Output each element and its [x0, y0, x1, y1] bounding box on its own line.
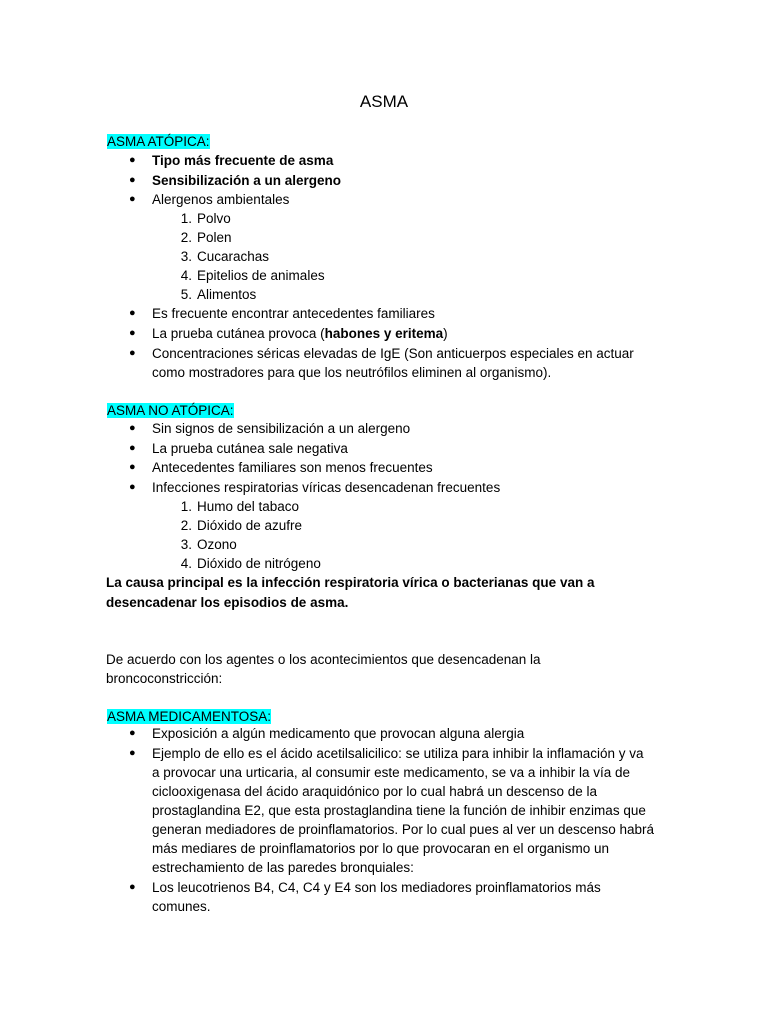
list-number: 1. [180, 211, 192, 226]
bullet-icon: ● [129, 154, 136, 166]
sub-list-item: Dióxido de nitrógeno [197, 556, 321, 571]
list-number: 4. [180, 268, 192, 283]
list-item-continuation: generan mediadores de proinflamatorios. Por lo cual pues al ver un descenso habrá [152, 822, 655, 837]
list-item: Infecciones respiratorias víricas desencadenan frecuentes [152, 480, 501, 495]
list-item-continuation: comunes. [152, 899, 211, 914]
bullet-icon: ● [129, 174, 136, 186]
list-item: Ejemplo de ello es el ácido acetilsalicilico: se utiliza para inhibir la inflamación y va [152, 746, 644, 761]
cause-paragraph-continuation: desencadenar los episodios de asma. [106, 595, 349, 610]
section-heading-no-atopica: ASMA NO ATÓPICA: [107, 403, 234, 418]
list-item-continuation: a provocar una urticaria, al consumir este medicamento, se va a inhibir la vía de [152, 765, 630, 780]
sub-list-item: Polvo [197, 211, 231, 226]
sub-list-item: Dióxido de azufre [197, 518, 303, 533]
sub-list-item: Alimentos [197, 287, 257, 302]
list-number: 3. [180, 537, 192, 552]
list-item: Alergenos ambientales [152, 192, 290, 207]
bullet-icon: ● [129, 347, 136, 359]
bullet-icon: ● [129, 307, 136, 319]
list-item: Antecedentes familiares son menos frecuentes [152, 460, 433, 475]
list-item: La prueba cutánea provoca (habones y eritema) [152, 326, 448, 341]
section-heading-medicamentosa: ASMA MEDICAMENTOSA: [107, 709, 272, 724]
list-number: 1. [180, 499, 192, 514]
intro-paragraph-continuation: broncoconstricción: [106, 671, 223, 686]
list-item: Exposición a algún medicamento que provocan alguna alergia [152, 726, 525, 741]
sub-list-item: Cucarachas [197, 249, 270, 264]
list-item: Sin signos de sensibilización a un alergeno [152, 421, 411, 436]
list-number: 4. [180, 556, 192, 571]
bullet-icon: ● [129, 193, 136, 205]
list-item: Concentraciones séricas elevadas de IgE (Son anticuerpos especiales en actuar [152, 346, 634, 361]
section-heading-atopica: ASMA ATÓPICA: [107, 134, 210, 149]
list-number: 2. [180, 230, 192, 245]
bullet-icon: ● [129, 481, 136, 493]
list-item: Sensibilización a un alergeno [152, 173, 342, 188]
bullet-icon: ● [129, 327, 136, 339]
bullet-icon: ● [129, 727, 136, 739]
list-item: La prueba cutánea sale negativa [152, 441, 348, 456]
sub-list-item: Epitelios de animales [197, 268, 325, 283]
bullet-icon: ● [129, 747, 136, 759]
list-item: Es frecuente encontrar antecedentes familiares [152, 306, 435, 321]
list-item-continuation: estrechamiento de las paredes bronquiales: [152, 860, 414, 875]
bullet-icon: ● [129, 461, 136, 473]
list-item: Tipo más frecuente de asma [152, 153, 334, 168]
list-number: 2. [180, 518, 192, 533]
list-item-continuation: más mediares de proinflamatorios por lo que provocaran en el organismo un [152, 841, 609, 856]
list-number: 5. [180, 287, 192, 302]
bullet-icon: ● [129, 422, 136, 434]
sub-list-item: Humo del tabaco [197, 499, 300, 514]
bullet-icon: ● [129, 881, 136, 893]
cause-paragraph: La causa principal es la infección respiratoria vírica o bacterianas que van a [106, 575, 595, 590]
page-title: ASMA [359, 92, 409, 111]
bullet-icon: ● [129, 442, 136, 454]
list-item-continuation: prostaglandina E2, que esta prostaglandina tiene la función de inhibir enzimas que [152, 803, 646, 818]
list-item-continuation: como mostradores para que los neutrófilos eliminen al organismo). [152, 365, 552, 380]
list-number: 3. [180, 249, 192, 264]
list-item-continuation: ciclooxigenasa del ácido araquidónico por lo cual habrá un descenso de la [152, 784, 598, 799]
intro-paragraph: De acuerdo con los agentes o los acontecimientos que desencadenan la [106, 652, 541, 667]
list-item: Los leucotrienos B4, C4, C4 y E4 son los mediadores proinflamatorios más [152, 880, 601, 895]
sub-list-item: Ozono [197, 537, 237, 552]
sub-list-item: Polen [197, 230, 232, 245]
